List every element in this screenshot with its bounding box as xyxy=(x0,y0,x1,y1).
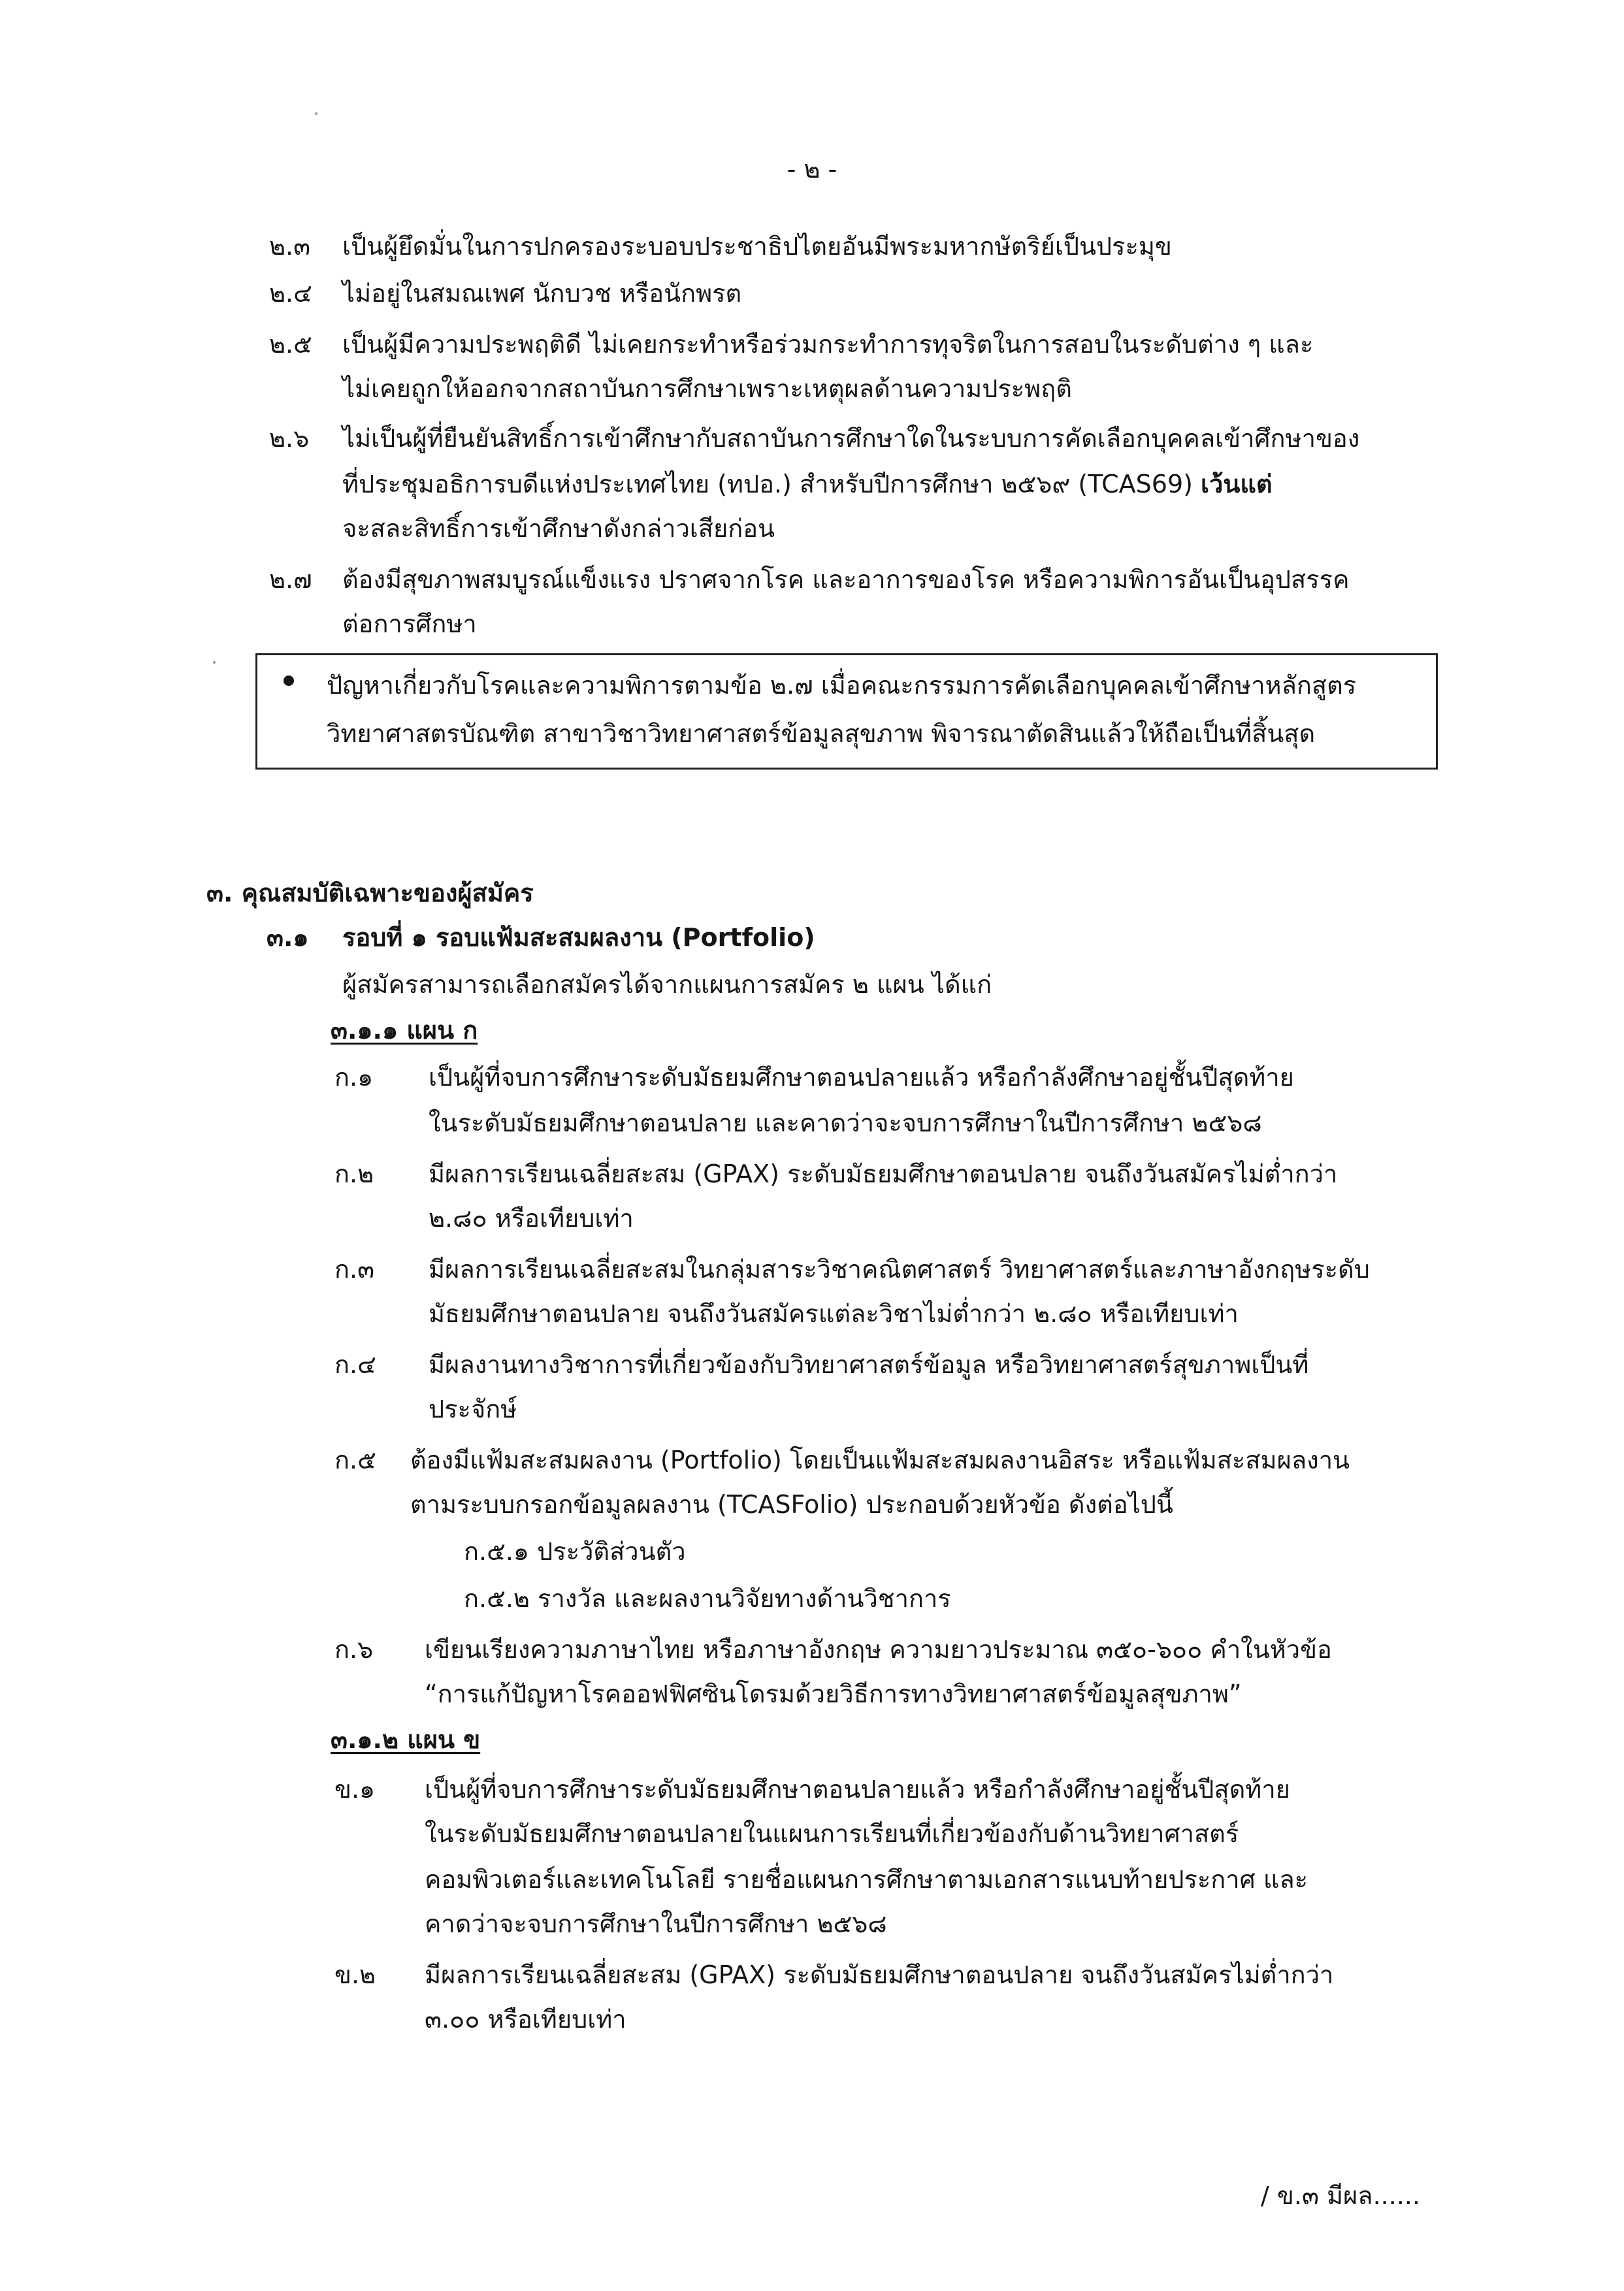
item-number: ก.๕ xyxy=(334,1446,376,1474)
bullet-icon xyxy=(284,675,294,686)
item-number: ๒.๖ xyxy=(269,424,310,453)
item-text-line: เป็นผู้มีความประพฤติดี ไม่เคยกระทำหรือร่วมกระทำการทุจริตในการสอบในระดับต่าง ๆ และ xyxy=(342,330,1314,359)
scan-speck xyxy=(315,112,317,115)
item-text-line: ๒.๘๐ หรือเทียบเท่า xyxy=(429,1204,634,1233)
plan-b-title: ๓.๑.๒ แผน ข xyxy=(331,1725,481,1754)
item-number: ก.๒ xyxy=(334,1160,374,1188)
note-text-line: ปัญหาเกี่ยวกับโรคและความพิการตามข้อ ๒.๗ เมื่อคณะกรรมการคัดเลือกบุคคลเข้าศึกษาหลักสูตร xyxy=(327,671,1357,700)
item-text-line: เป็นผู้ที่จบการศึกษาระดับมัธยมศึกษาตอนปลายแล้ว หรือกำลังศึกษาอยู่ชั้นปีสุดท้าย xyxy=(429,1063,1294,1092)
section-3-heading: ๓. คุณสมบัติเฉพาะของผู้สมัคร xyxy=(206,879,534,907)
item-text-line: ต้องมีสุขภาพสมบูรณ์แข็งแรง ปราศจากโรค และอาการของโรค หรือความพิการอันเป็นอุปสรรค xyxy=(342,565,1350,594)
item-number: ข.๒ xyxy=(334,1960,376,1989)
item-text-line: ตามระบบกรอกข้อมูลผลงาน (TCASFolio) ประกอบด้วยหัวข้อ ดังต่อไปนี้ xyxy=(410,1490,1173,1519)
round-number: ๓.๑ xyxy=(267,923,309,952)
item-text-line: ในระดับมัธยมศึกษาตอนปลาย และคาดว่าจะจบการศึกษาในปีการศึกษา ๒๕๖๘ xyxy=(429,1109,1262,1137)
item-number: ก.๓ xyxy=(334,1255,375,1284)
emphasis-text: เว้นแต่ xyxy=(1201,470,1273,498)
round-intro: ผู้สมัครสามารถเลือกสมัครได้จากแผนการสมัคร ๒ แผน ได้แก่ xyxy=(342,970,992,999)
item-number: ก.๖ xyxy=(334,1635,374,1664)
item-text-line: ๓.๐๐ หรือเทียบเท่า xyxy=(425,2005,626,2034)
item-text-segment: ที่ประชุมอธิการบดีแห่งประเทศไทย (ทปอ.) สำหรับปีการศึกษา ๒๕๖๙ (TCAS69) xyxy=(342,470,1201,498)
continuation-note: / ข.๓ มีผล...... xyxy=(1261,2181,1421,2210)
sub-item: ก.๕.๑ ประวัติส่วนตัว xyxy=(464,1537,686,1566)
item-text-line: ในระดับมัธยมศึกษาตอนปลายในแผนการเรียนที่เกี่ยวข้องกับด้านวิทยาศาสตร์ xyxy=(425,1819,1239,1848)
sub-item: ก.๕.๒ รางวัล และผลงานวิจัยทางด้านวิชาการ xyxy=(464,1584,951,1613)
item-text-line: ไม่เคยถูกให้ออกจากสถาบันการศึกษาเพราะเหตุผลด้านความประพฤติ xyxy=(342,374,1072,403)
item-text-line: เป็นผู้ที่จบการศึกษาระดับมัธยมศึกษาตอนปลายแล้ว หรือกำลังศึกษาอยู่ชั้นปีสุดท้าย xyxy=(425,1775,1290,1804)
item-text-line: ต่อการศึกษา xyxy=(342,609,477,638)
item-text-line: เขียนเรียงความภาษาไทย หรือภาษาอังกฤษ ความยาวประมาณ ๓๕๐-๖๐๐ คำในหัวข้อ xyxy=(425,1635,1332,1664)
item-number: ข.๑ xyxy=(334,1775,376,1804)
item-text-line: มีผลการเรียนเฉลี่ยสะสม (GPAX) ระดับมัธยมศึกษาตอนปลาย จนถึงวันสมัครไม่ต่ำกว่า xyxy=(425,1960,1334,1989)
page-number: - ๒ - xyxy=(787,155,837,184)
scan-speck xyxy=(213,661,216,664)
item-number: ก.๑ xyxy=(334,1063,374,1092)
item-text-line: มีผลการเรียนเฉลี่ยสะสม (GPAX) ระดับมัธยมศึกษาตอนปลาย จนถึงวันสมัครไม่ต่ำกว่า xyxy=(429,1160,1338,1188)
item-text-line: คอมพิวเตอร์และเทคโนโลยี รายชื่อแผนการศึกษาตามเอกสารแนบท้ายประกาศ และ xyxy=(425,1865,1308,1894)
note-text-line: วิทยาศาสตรบัณฑิต สาขาวิชาวิทยาศาสตร์ข้อมูลสุขภาพ พิจารณาตัดสินแล้วให้ถือเป็นที่สิ้นสุด xyxy=(327,719,1316,748)
item-text-line: “การแก้ปัญหาโรคออฟฟิศซินโดรมด้วยวิธีการทางวิทยาศาสตร์ข้อมูลสุขภาพ” xyxy=(425,1680,1242,1708)
plan-a-title: ๓.๑.๑ แผน ก xyxy=(331,1016,478,1045)
item-number: ๒.๓ xyxy=(269,232,311,261)
item-text-line: ไม่เป็นผู้ที่ยืนยันสิทธิ์การเข้าศึกษากับสถาบันการศึกษาใดในระบบการคัดเลือกบุคคลเข้าศึกษาของ xyxy=(342,424,1360,453)
item-number: ก.๔ xyxy=(334,1350,376,1379)
item-text-line: ต้องมีแฟ้มสะสมผลงาน (Portfolio) โดยเป็นแฟ้มสะสมผลงานอิสระ หรือแฟ้มสะสมผลงาน xyxy=(410,1446,1350,1474)
item-number: ๒.๗ xyxy=(269,565,312,594)
item-text-line: เป็นผู้ยึดมั่นในการปกครองระบอบประชาธิปไตยอันมีพระมหากษัตริย์เป็นประมุข xyxy=(342,232,1172,261)
item-text-line: มีผลงานทางวิชาการที่เกี่ยวข้องกับวิทยาศาสตร์ข้อมูล หรือวิทยาศาสตร์สุขภาพเป็นที่ xyxy=(429,1350,1309,1379)
item-text-line: ประจักษ์ xyxy=(429,1395,517,1423)
item-number: ๒.๔ xyxy=(269,279,312,308)
item-text-line xyxy=(342,464,1273,504)
round-title: รอบที่ ๑ รอบแฟ้มสะสมผลงาน (Portfolio) xyxy=(342,923,815,952)
item-text-line: มีผลการเรียนเฉลี่ยสะสมในกลุ่มสาระวิชาคณิตศาสตร์ วิทยาศาสตร์และภาษาอังกฤษระดับ xyxy=(429,1255,1370,1284)
item-text-line: จะสละสิทธิ์การเข้าศึกษาดังกล่าวเสียก่อน xyxy=(342,514,775,543)
item-text-line: มัธยมศึกษาตอนปลาย จนถึงวันสมัครแต่ละวิชาไม่ต่ำกว่า ๒.๘๐ หรือเทียบเท่า xyxy=(429,1299,1239,1328)
item-text-line: คาดว่าจะจบการศึกษาในปีการศึกษา ๒๕๖๘ xyxy=(425,1909,887,1938)
item-text-line: ไม่อยู่ในสมณเพศ นักบวช หรือนักพรต xyxy=(342,279,742,308)
item-number: ๒.๕ xyxy=(269,330,312,359)
